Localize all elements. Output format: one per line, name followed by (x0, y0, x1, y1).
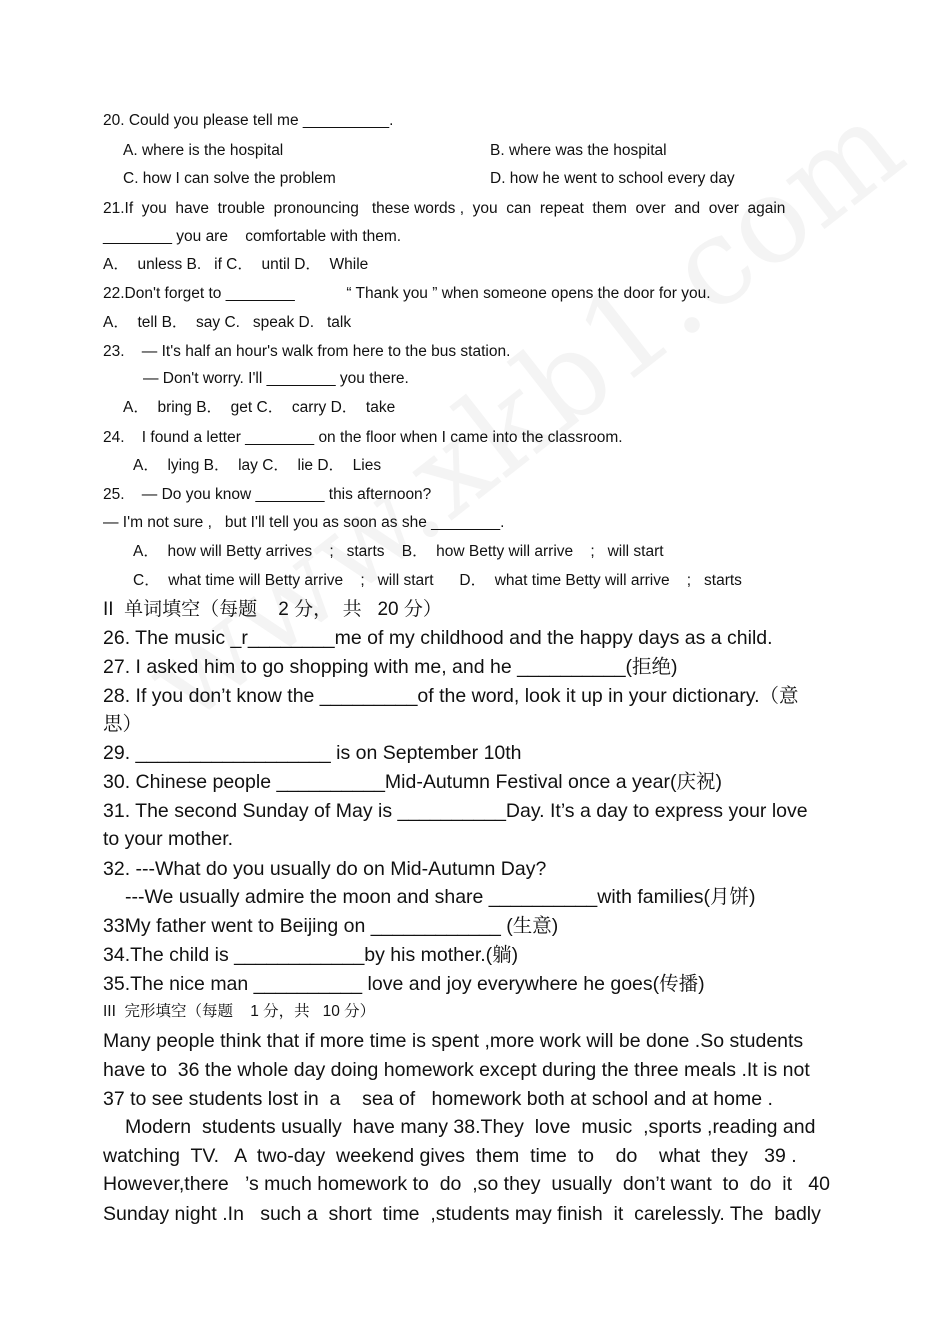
text-line: 37 to see students lost in a sea of homework both at school and at home . (103, 1088, 773, 1110)
text-line: Sunday night .In such a short time ,students may finish it carelessly. The badly (103, 1203, 821, 1225)
text-line: — I'm not sure , but I'll tell you as soon as she ________. (103, 514, 505, 531)
text-line: 28. If you don’t know the _________of the word, look it up in your dictionary.（意 (103, 685, 799, 707)
text-line: — Don't worry. I'll ________ you there. (143, 370, 409, 387)
text-line: A． lying B． lay C． lie D． Lies (133, 457, 382, 474)
text-line: to your mother. (103, 828, 234, 850)
text-line: A． bring B． get C． carry D． take (123, 399, 396, 416)
text-line: 35.The nice man __________ love and joy everywhere he goes(传播) (103, 973, 705, 995)
text-line: 30. Chinese people __________Mid-Autumn Festival once a year(庆祝) (103, 771, 722, 793)
text-line: 思） (103, 713, 143, 735)
text-line: 25. — Do you know ________ this afternoon? (103, 486, 432, 503)
text-line: A. where is the hospital (123, 142, 284, 159)
text-line: 21.If you have trouble pronouncing these words , you can repeat them over and over again (103, 200, 786, 217)
text-line: A． unless B. if C． until D． While (103, 256, 369, 273)
text-line: 27. I asked him to go shopping with me, and he __________(拒绝) (103, 656, 678, 678)
text-line: 23. — It's half an hour's walk from here to the bus station. (103, 343, 511, 360)
text-line: 22.Don't forget to ________ “ Thank you ” when someone opens the door for you. (103, 285, 711, 302)
text-line: Modern students usually have many 38.They love music ,sports ,reading and (125, 1116, 816, 1138)
text-line: D. how he went to school every day (490, 170, 735, 187)
text-line: A． how will Betty arrives ; starts B． how Betty will arrive ; will start (133, 543, 664, 560)
text-line: 29. __________________ is on September 10th (103, 742, 522, 764)
text-line: III 完形填空（每题 1 分，共 10 分） (103, 1003, 376, 1020)
text-line: 26. The music _r________me of my childhood and the happy days as a child. (103, 627, 773, 649)
text-line: A． tell B． say C. speak D. talk (103, 314, 352, 331)
text-line: 20. Could you please tell me __________. (103, 112, 394, 129)
text-line: ________ you are comfortable with them. (103, 228, 402, 245)
text-line: However,there ’s much homework to do ,so they usually don’t want to do it 40 (103, 1173, 830, 1195)
text-line: C． what time will Betty arrive ; will start D． what time Betty will arrive ; starts (133, 572, 742, 589)
text-line: 34.The child is ____________by his mother.(躺) (103, 944, 519, 966)
text-line: Many people think that if more time is spent ,more work will be done .So students (103, 1030, 804, 1052)
text-line: II 单词填空（每题 2 分， 共 20 分） (103, 599, 442, 620)
text-line: 33My father went to Beijing on ____________ (生意) (103, 915, 559, 937)
text-line: C. how I can solve the problem (123, 170, 336, 187)
text-line: ---We usually admire the moon and share __________with families(月饼) (125, 886, 756, 908)
text-line: 32. ---What do you usually do on Mid-Autumn Day? (103, 858, 547, 880)
text-line: 24. I found a letter ________ on the floor when I came into the classroom. (103, 429, 623, 446)
text-line: have to 36 the whole day doing homework except during the three meals .It is not (103, 1059, 810, 1081)
text-line: B. where was the hospital (490, 142, 667, 159)
text-line: watching TV. A two-day weekend gives them time to do what they 39 . (103, 1145, 797, 1167)
text-line: 31. The second Sunday of May is __________Day. It’s a day to express your love (103, 800, 808, 822)
